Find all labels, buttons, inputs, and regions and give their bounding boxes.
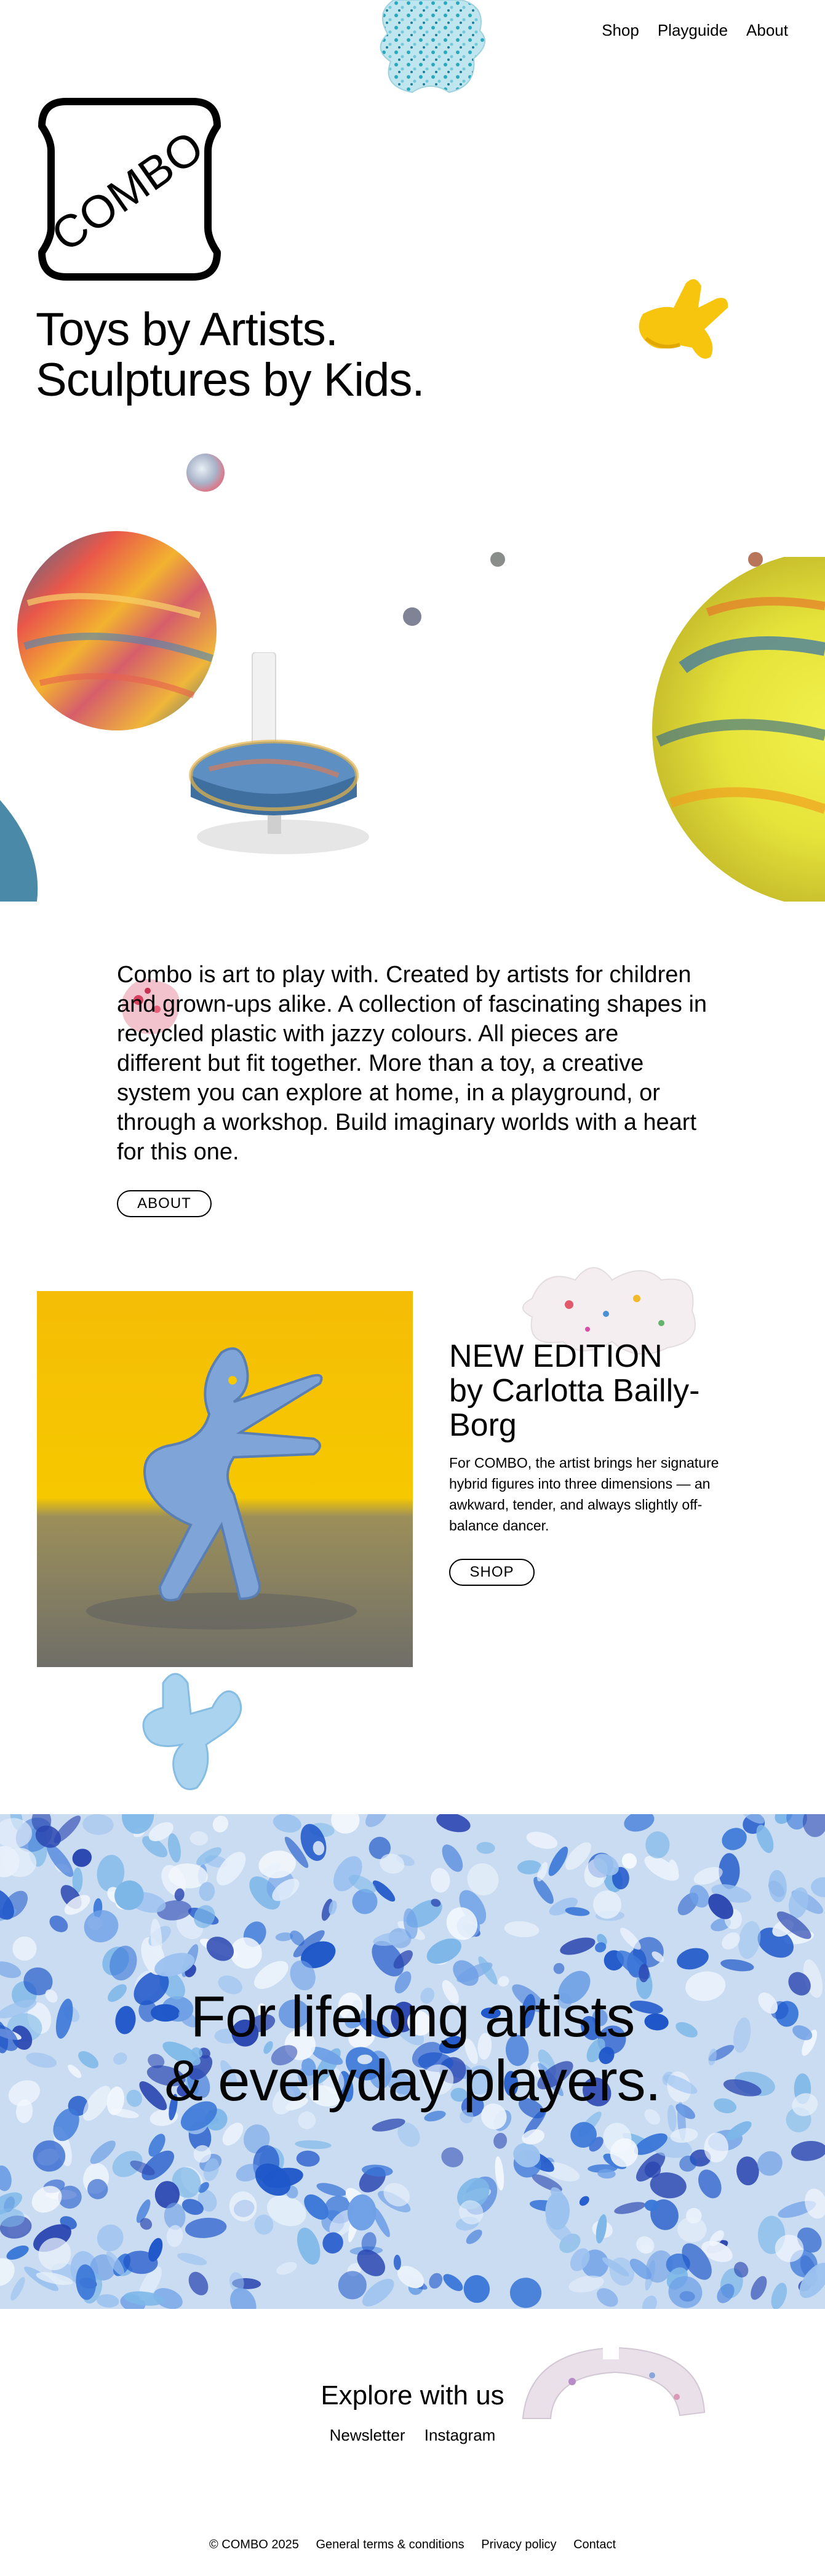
copyright-text: © COMBO 2025 <box>209 2538 299 2551</box>
spinning-top-toy-image <box>185 652 388 862</box>
privacy-link[interactable]: Privacy policy <box>481 2538 557 2551</box>
contact-link[interactable]: Contact <box>573 2538 616 2551</box>
partial-disc-image <box>0 800 40 902</box>
light-blue-toy-piece-image <box>138 1665 261 1794</box>
arch-toy-piece-image <box>517 2338 711 2425</box>
new-edition-heading: NEW EDITION <box>449 1338 663 1374</box>
hero-tagline <box>36 305 424 406</box>
instagram-link[interactable]: Instagram <box>424 2426 496 2444</box>
main-nav <box>602 21 788 40</box>
nav-shop-link[interactable]: Shop <box>602 21 639 39</box>
nav-playguide-link[interactable]: Playguide <box>657 21 728 39</box>
about-button[interactable]: ABOUT <box>117 1190 212 1217</box>
new-edition-description: For COMBO, the artist brings her signature hybrid figures into three dimensions — an awkward, tender, and always slightly off-balance dancer. <box>449 1455 719 1534</box>
combo-logo[interactable] <box>36 95 223 283</box>
blue-dancer-figure-image <box>37 1291 413 1667</box>
explore-links <box>0 2426 825 2445</box>
explore-heading: Explore with us <box>321 2380 504 2410</box>
newsletter-link[interactable]: Newsletter <box>329 2426 405 2444</box>
hero-line-2: Sculptures by Kids. <box>36 354 424 406</box>
footer <box>0 2538 825 2552</box>
dot-decoration-2 <box>490 552 505 567</box>
yellow-marbled-disc-image <box>646 557 825 902</box>
new-edition-artist: by Carlotta Bailly-Borg <box>449 1373 700 1443</box>
nav-about-link[interactable]: About <box>746 21 788 39</box>
terms-link[interactable]: General terms & conditions <box>316 2538 464 2551</box>
hero-line-1: Toys by Artists. <box>36 303 338 356</box>
small-speckled-ball-image <box>186 454 225 492</box>
intro-paragraph: Combo is art to play with. Created by artists for children and grown-ups alike. A collection of fascinating shapes in recycled plastic with jazzy colours. All pieces are different but fit together. More than a toy, a creative system you can explore at home, in a playground, or through a workshop. Build imaginary worlds with a heart for this one. <box>117 962 707 1165</box>
banner-line-1: For lifelong artists <box>190 1984 635 2049</box>
banner-line-2: & everyday players. <box>164 2048 661 2113</box>
shop-button[interactable]: SHOP <box>449 1559 535 1586</box>
logo-wordmark: COMBO <box>42 121 213 262</box>
banner-headline <box>0 1985 825 2113</box>
yellow-toy-piece-image <box>624 271 735 372</box>
blue-speckled-toy-piece-image <box>369 0 498 98</box>
new-edition-product-image[interactable] <box>37 1291 413 1667</box>
combo-logo-mark <box>36 95 223 283</box>
dot-decoration <box>403 607 421 626</box>
new-edition-title <box>449 1339 732 1442</box>
